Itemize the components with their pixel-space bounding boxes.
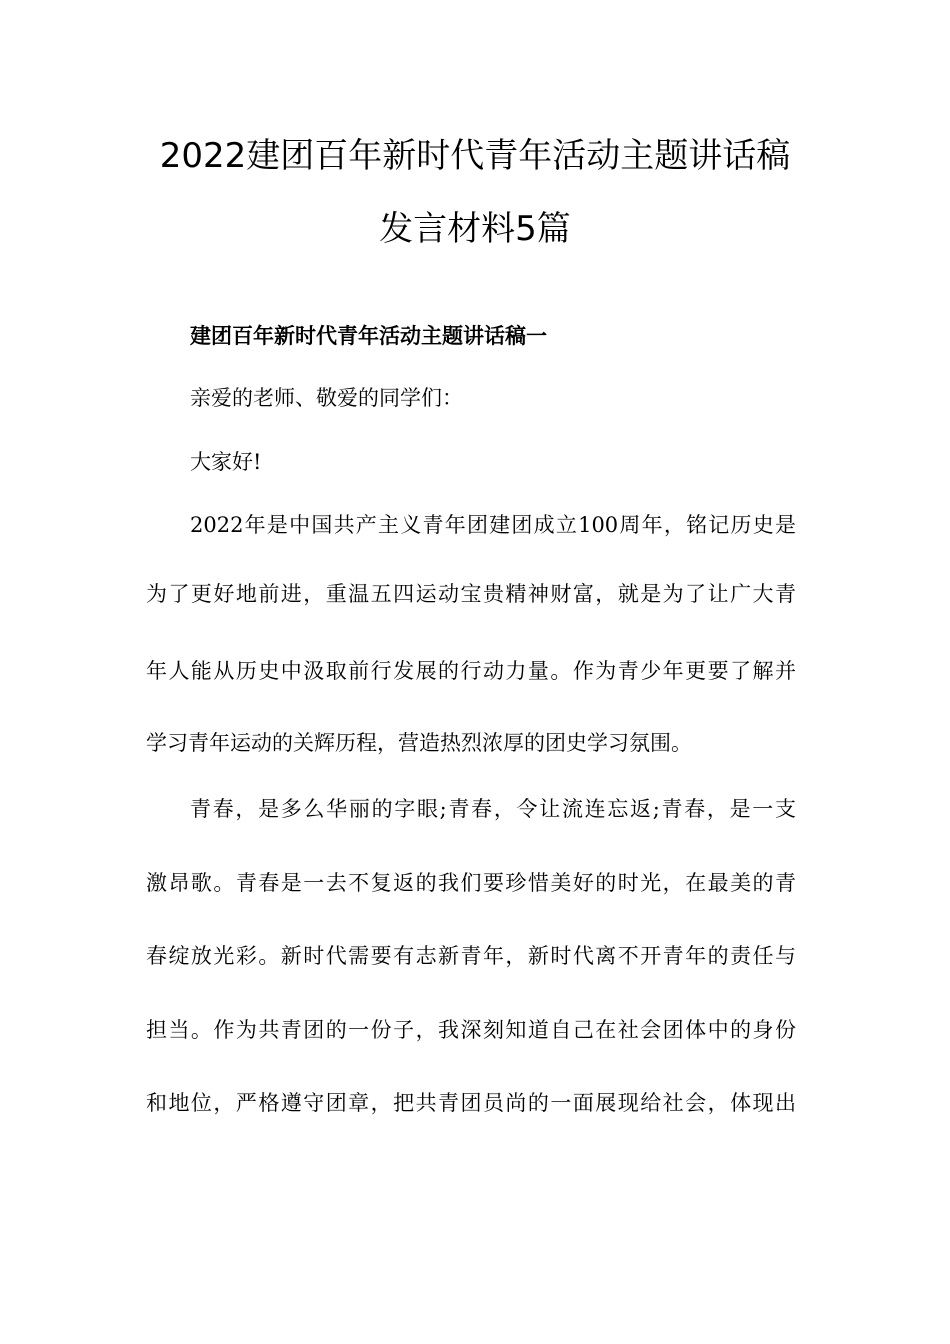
paragraph-2-line: 激昂歌。青春是一去不复返的我们要珍惜美好的时光，在最美的青	[146, 871, 796, 895]
paragraph-1-line: 年人能从历史中汲取前行发展的行动力量。作为青少年更要了解并	[146, 659, 796, 683]
paragraph-1-line: 2022年是中国共产主义青年团建团成立100周年，铭记历史是	[190, 513, 796, 537]
document-title-line-2: 发言材料5篇	[379, 209, 571, 249]
paragraph-1-line: 学习青年运动的关辉历程，营造热烈浓厚的团史学习氛围。	[146, 731, 692, 755]
paragraph-2-line: 青春，是多么华丽的字眼;青春，令让流连忘返;青春，是一支	[190, 797, 796, 821]
greeting: 大家好!	[190, 450, 262, 474]
paragraph-2-line: 和地位，严格遵守团章，把共青团员尚的一面展现给社会，体现出	[146, 1091, 796, 1115]
paragraph-2-line: 春绽放光彩。新时代需要有志新青年，新时代离不开青年的责任与	[146, 944, 796, 968]
document-title-line-1: 2022建团百年新时代青年活动主题讲话稿	[159, 136, 791, 176]
paragraph-2-line: 担当。作为共青团的一份子，我深刻知道自己在社会团体中的身份	[146, 1018, 796, 1042]
paragraph-1-line: 为了更好地前进，重温五四运动宝贵精神财富，就是为了让广大青	[146, 582, 796, 606]
salutation: 亲爱的老师、敬爱的同学们：	[190, 386, 463, 410]
section-heading: 建团百年新时代青年活动主题讲话稿一	[190, 324, 547, 348]
